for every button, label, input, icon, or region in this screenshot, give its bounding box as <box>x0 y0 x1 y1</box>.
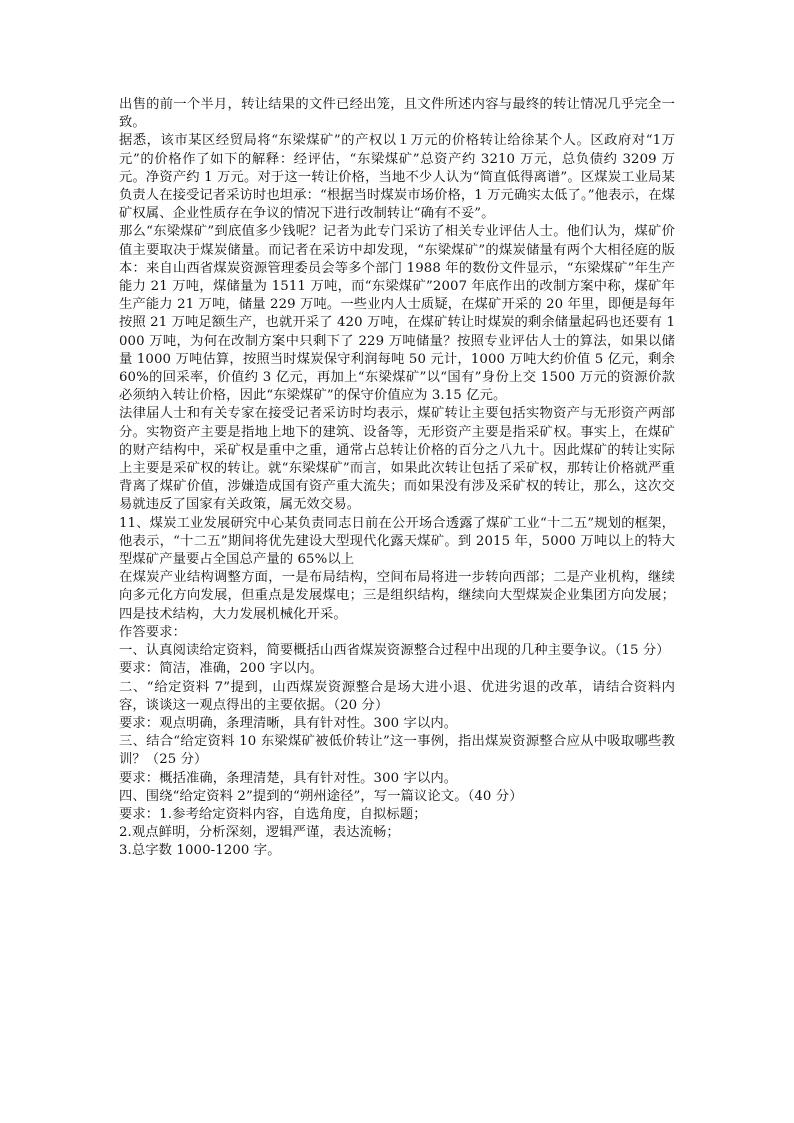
paragraph-legal-opinion: 法律届人士和有关专家在接受记者采访时均表示，煤矿转让主要包括实物资产与无形资产两部分。实物资产主要是指地上地下的建筑、设备等，无形资产主要是指采矿权。事实上，在煤矿的财产结构中，采矿权是重中之重，通常占总转让价格的百分之八九十。因此煤矿的转让实际上主要是采矿权的转让。就“东梁煤矿”而言，如果此次转让包括了采矿权，那转让价格就严重背离了煤矿价值，涉嫌造成国有资产重大流失；而如果没有涉及采矿权的转让，那么，这次交易就违反了国家有关政策，属无效交易。 <box>119 406 675 513</box>
paragraph-industry-structure: 在煤炭产业结构调整方面，一是布局结构，空间布局将进一步转向西部；二是产业机构，继续向多元化方向发展，但重点是发展煤电；三是组织结构，继续向大型煤炭企业集团方向发展；四是技术结构，大力发展机械化开采。 <box>119 570 675 622</box>
question-1-requirement: 要求：简洁，准确，200 字以内。 <box>119 661 324 677</box>
question-4-requirement-1: 要求：1.参考给定资料内容，自选角度，自拟标题； <box>119 806 427 822</box>
paragraph-transfer-price: 据悉，该市某区经贸局将“东梁煤矿”的产权以１万元的价格转让给徐某个人。区政府对“1万元”的价格作了如下的解释：经评估，“东梁煤矿”总资产约 3210 万元，总负债约 3209 万元。净资产约 1 万元。对于这一转让价格，当地不少人认为“简直低得离谱”。区煤炭工业局某负责人在接受记者采访时也坦承：“根据当时煤炭市场价格，1 万元确实太低了。”他表示，在煤矿权属、企业性质存在争议的情况下进行改制转让“确有不妥”。 <box>119 133 675 222</box>
document-body <box>119 96 675 861</box>
question-3: 三、结合“给定资料 10 东梁煤矿被低价转让”这一事例，指出煤炭资源整合应从中吸取哪些教训？（25 分） <box>119 734 675 768</box>
question-4-requirement-3: 3.总字数 1000-1200 字。 <box>119 843 281 859</box>
question-2: 二、“给定资料 7”提到，山西煤炭资源整合是场大进小退、优进劣退的改革，请结合资料内容，谈谈这一观点得出的主要依据。（20 分） <box>119 679 675 713</box>
question-3-requirement: 要求：概括准确，条理清楚，具有针对性。300 字以内。 <box>119 770 458 786</box>
paragraph-sale-timing: 出售的前一个半月，转让结果的文件已经出笼，且文件所述内容与最终的转让情况几乎完全一致。 <box>119 97 675 131</box>
answer-requirements-heading: 作答要求： <box>119 624 186 640</box>
question-1: 一、认真阅读给定资料，简要概括山西省煤炭资源整合过程中出现的几种主要争议。（15 分） <box>119 643 670 659</box>
paragraph-material-11: 11、煤炭工业发展研究中心某负责同志日前在公开场合透露了煤矿工业“十二五”规划的框架，他表示，“十二五”期间将优先建设大型现代化露天煤矿。到 2015 年，5000 万吨以上的特大型煤矿产量要占全国总产量的 65%以上 <box>119 515 675 568</box>
paragraph-coal-reserves: 那么“东梁煤矿”到底值多少钱呢？记者为此专门采访了相关专业评估人士。他们认为，煤矿价值主要取决于煤炭储量。而记者在采访中却发现，“东梁煤矿”的煤炭储量有两个大相径庭的版本：来自山西省煤炭资源管理委员会等多个部门 1988 年的数份文件显示，“东梁煤矿”年生产能力 21 万吨，煤储量为 1511 万吨，而“东梁煤矿”2007 年底作出的改制方案中称，煤矿年生产能力 21 万吨，储量 229 万吨。一些业内人士质疑，在煤矿开采的 20 年里，即便是每年按照 21 万吨足额生产，也就开采了 420 万吨，在煤矿转让时煤炭的剩余储量起码也还要有 1000 万吨，为何在改制方案中只剩下了 229 万吨储量？按照专业评估人士的算法，如果以储量 1000 万吨估算，按照当时煤炭保守利润每吨 50 元计，1000 万吨大约价值 5 亿元，剩余 60%的回采率，价值约 3 亿元，再加上“东梁煤矿”以“国有”身份上交 1500 万元的资源价款必须纳入转让价格，因此“东梁煤矿”的保守价值应为 3.15 亿元。 <box>119 224 675 404</box>
question-4: 四、围绕“给定资料 2”提到的“朔州途径”，写一篇议论文。（40 分） <box>119 788 523 804</box>
question-2-requirement: 要求：观点明确，条理清晰，具有针对性。300 字以内。 <box>119 715 458 731</box>
question-4-requirement-2: 2.观点鲜明，分析深刻，逻辑严谨，表达流畅； <box>119 825 400 841</box>
